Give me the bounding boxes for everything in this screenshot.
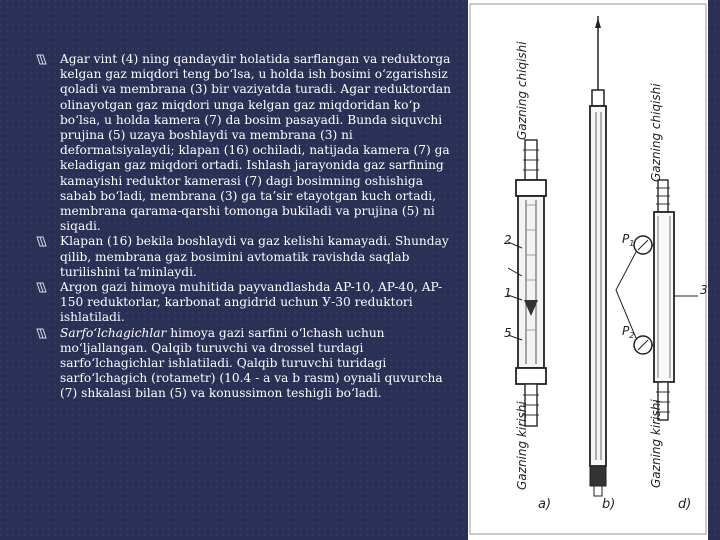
caption-d: d) bbox=[678, 497, 692, 512]
bullet-term: Sarfo‘lchagichlar bbox=[60, 325, 167, 340]
bullet-text: himoya gazi sarfini o‘lchash uchun mo‘ljallangan. Qalqib turuvchi va drossel turdagi sarfo‘lchagichlar ishlatiladi. Qalqib turuvchi turidagi sarfo‘lchagich (rotametr) (10.4 - a va b rasm) oynali quvurcha (7) shkalasi bilan (5) va konussimon teshigli bo‘ladi. bbox=[60, 325, 443, 401]
gauge-label-p1: $P_1$ bbox=[622, 232, 635, 248]
bullet-icon bbox=[36, 328, 47, 339]
bullet-text: Agar vint (4) ning qandaydir holatida sarflangan va reduktorga kelgan gaz miqdori teng bo‘lsa, u holda ish bosimi o‘zgarishsiz qoladi va membrana (3) bir vaziyatda turadi. Agar reduktordan olinayotgan gaz miqdori unga kelgan gaz miqdoridan ko‘p bo‘lsa, u holda kamera (7) da bosim pasayadi. Bunda siquvchi prujina (5) uzaya boshlaydi va membrana (3) ni deformatsiyalaydi; klapan (16) ochiladi, natijada kamera (7) ga keladigan gaz miqdori ortadi. Ishlash jarayonida gaz sarfining kamayishi reduktor kamerasi (7) dagi bosimning oshishiga sabab bo‘ladi, membrana (3) ga ta’sir etayotgan kuch ortadi, membrana qarama-qarshi tomonga bukiladi va prujina (5) ni siqadi. bbox=[60, 52, 452, 234]
inlet-label-d: Gazning kirishi bbox=[649, 399, 663, 488]
outlet-label-a: Gazning chiqishi bbox=[515, 41, 529, 140]
text-column bbox=[34, 52, 458, 402]
bullet-icon bbox=[36, 236, 47, 247]
inlet-label-a: Gazning kirishi bbox=[515, 401, 529, 490]
bullet-text: Argon gazi himoya muhitida payvandlashda AP-10, AP-40, AP-150 reduktorlar, karbonat angidrid uchun У-30 reduktori ishlatiladi. bbox=[60, 280, 443, 325]
label-num-2: 2 bbox=[504, 233, 512, 247]
gauge-label-p2: $P_2$ bbox=[622, 324, 635, 340]
outlet-label-d: Gazning chiqishi bbox=[649, 83, 663, 182]
label-num-1: 1 bbox=[504, 286, 512, 300]
label-num-3: 3 bbox=[700, 283, 708, 297]
caption-b: b) bbox=[602, 497, 616, 512]
caption-a: a) bbox=[538, 497, 552, 512]
bullet-item-2 bbox=[34, 234, 458, 280]
bullet-text: Klapan (16) bekila boshlaydi va gaz kelishi kamayadi. Shunday qilib, membrana gaz bosimini avtomatik ravishda saqlab turilishini ta’minlaydi. bbox=[60, 234, 449, 279]
bullet-item-3 bbox=[34, 280, 458, 326]
bullet-item-1 bbox=[34, 52, 458, 234]
label-num-5: 5 bbox=[504, 326, 512, 340]
bullet-icon bbox=[36, 282, 47, 293]
bullet-icon bbox=[36, 54, 47, 65]
flowmeter-figure bbox=[468, 0, 708, 540]
bullet-item-4 bbox=[34, 326, 458, 402]
